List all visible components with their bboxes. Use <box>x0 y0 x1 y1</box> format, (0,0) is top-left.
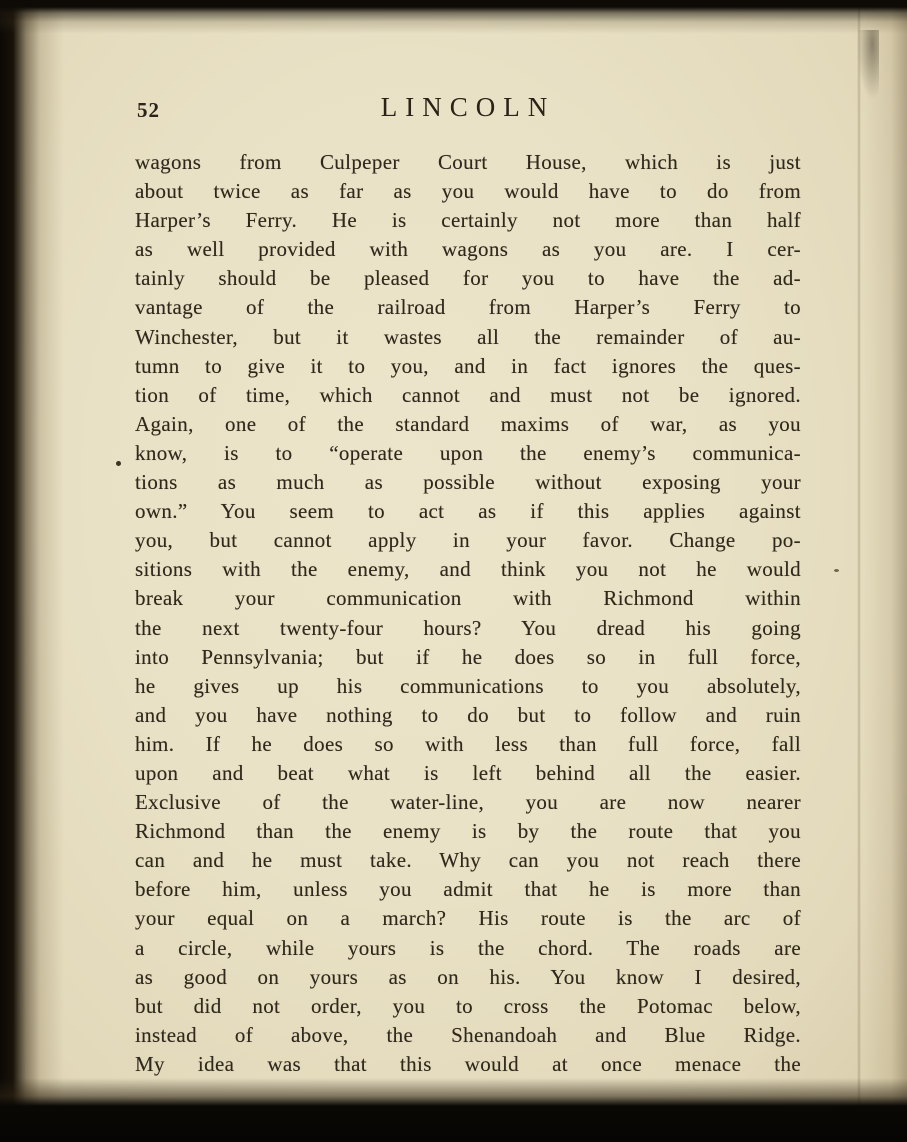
text-line: tumn to give it to you, and in fact ignores the ques- <box>135 353 801 378</box>
ink-speck <box>116 461 121 466</box>
page-header <box>135 90 801 128</box>
text-line: and you have nothing to do but to follow and ruin <box>135 702 801 727</box>
text-line: tions as much as possible without exposing your <box>135 470 801 495</box>
running-title: LINCOLN <box>380 92 556 122</box>
text-line: a circle, while yours is the chord. The roads are <box>135 935 801 960</box>
text-line: your equal on a march? His route is the arc of <box>135 906 801 931</box>
page-number: 52 <box>137 98 160 122</box>
text-line: Harper’s Ferry. He is certainly not more than half <box>135 208 801 233</box>
text-line: upon and beat what is left behind all the easier. <box>135 760 801 785</box>
text-line: before him, unless you admit that he is more than <box>135 877 801 902</box>
text-line: tion of time, which cannot and must not be ignored. <box>135 382 801 407</box>
text-line: own.” You seem to act as if this applies against <box>135 499 801 524</box>
body-text <box>135 148 801 1079</box>
text-line: vantage of the railroad from Harper’s Ferry to <box>135 295 801 320</box>
text-line: but did not order, you to cross the Potomac below, <box>135 993 801 1018</box>
text-line: wagons from Culpeper Court House, which is just <box>135 150 801 174</box>
ink-speck <box>834 569 839 572</box>
text-line: as well provided with wagons as you are. I cer- <box>135 237 801 262</box>
page-content <box>135 90 801 1079</box>
scan-edge-top <box>0 0 907 34</box>
text-line: instead of above, the Shenandoah and Blue Ridge. <box>135 1022 801 1047</box>
scan-edge-bottom <box>0 1078 907 1142</box>
text-line: My idea was that this would at once menace the <box>135 1051 801 1076</box>
text-line: him. If he does so with less than full force, fall <box>135 731 801 756</box>
text-line: into Pennsylvania; but if he does so in full force, <box>135 644 801 669</box>
text-line: Richmond than the enemy is by the route that you <box>135 819 801 844</box>
scan-edge-left <box>0 0 64 1142</box>
text-line: know, is to “operate upon the enemy’s communica- <box>135 440 801 465</box>
scan-edge-right <box>835 0 907 1142</box>
text-line: the next twenty-four hours? You dread his going <box>135 615 801 640</box>
text-line: Again, one of the standard maxims of war, as you <box>135 411 801 436</box>
text-line: he gives up his communications to you absolutely, <box>135 673 801 698</box>
text-line: about twice as far as you would have to do from <box>135 179 801 204</box>
corner-shadow <box>857 30 879 100</box>
text-line: Exclusive of the water-line, you are now nearer <box>135 790 801 815</box>
text-line: as good on yours as on his. You know I desired, <box>135 964 801 989</box>
text-line: tainly should be pleased for you to have the ad- <box>135 266 801 291</box>
page-crease <box>857 0 861 1142</box>
text-line: sitions with the enemy, and think you not he would <box>135 557 801 582</box>
text-line: you, but cannot apply in your favor. Change po- <box>135 528 801 553</box>
text-line: break your communication with Richmond within <box>135 586 801 611</box>
text-line: can and he must take. Why can you not reach there <box>135 848 801 873</box>
text-line: Winchester, but it wastes all the remainder of au- <box>135 324 801 349</box>
